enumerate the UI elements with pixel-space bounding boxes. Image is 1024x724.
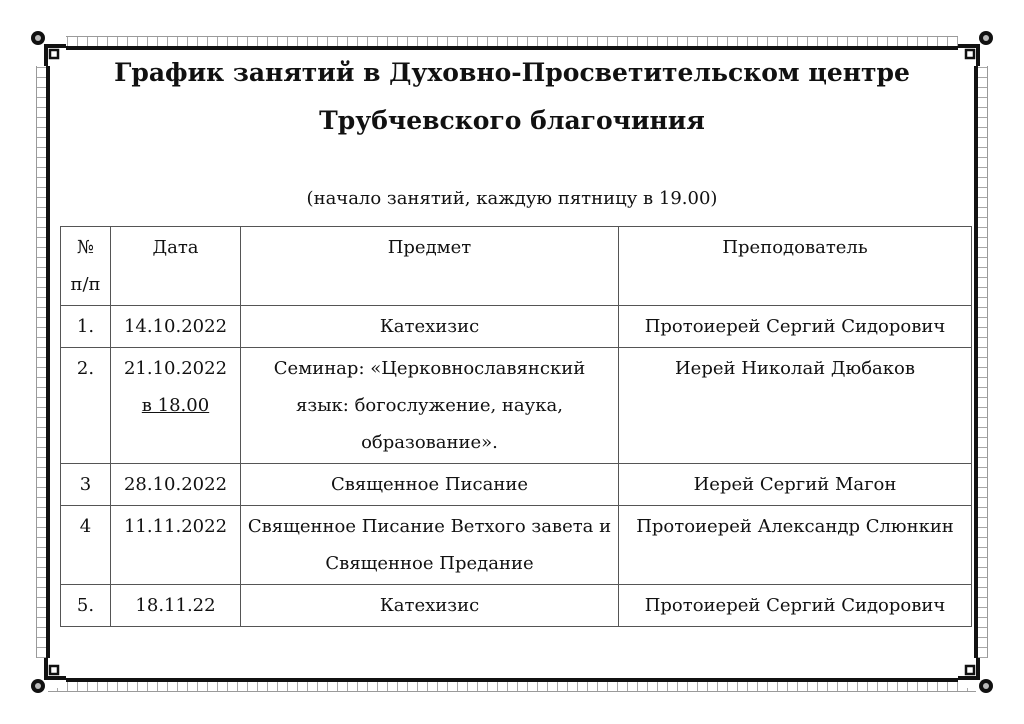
cell-number: 1. <box>61 306 111 348</box>
document-title-line1: График занятий в Духовно-Просветительском центре <box>114 58 910 87</box>
cell-subject: Катехизис <box>241 585 619 627</box>
cell-number: 4 <box>61 506 111 585</box>
document-subtitle: (начало занятий, каждую пятницу в 19.00) <box>306 188 718 209</box>
table-header-row <box>61 227 972 306</box>
table-row <box>61 585 972 627</box>
cell-teacher: Протоиерей Сергий Сидорович <box>619 585 972 627</box>
table-row <box>61 348 972 464</box>
cell-teacher: Протоиерей Сергий Сидорович <box>619 306 972 348</box>
table-row <box>61 306 972 348</box>
schedule-table <box>60 226 972 627</box>
table-row <box>61 464 972 506</box>
header-date: Дата <box>111 227 241 306</box>
cell-date: 11.11.2022 <box>111 506 241 585</box>
table-row <box>61 506 972 585</box>
cell-date-value: 21.10.2022 <box>123 358 228 379</box>
header-number-line1: № <box>76 237 95 258</box>
cell-subject: Священное Писание Ветхого завета и Священное Предание <box>241 506 619 585</box>
cell-teacher: Протоиерей Александр Слюнкин <box>619 506 972 585</box>
cell-number: 3 <box>61 464 111 506</box>
cell-teacher: Иерей Сергий Магон <box>619 464 972 506</box>
cell-subject: Катехизис <box>241 306 619 348</box>
corner-ornament-bottom-left <box>26 658 66 698</box>
cell-date: 14.10.2022 <box>111 306 241 348</box>
cell-date: 28.10.2022 <box>111 464 241 506</box>
cell-date <box>111 348 241 464</box>
cell-subject: Священное Писание <box>241 464 619 506</box>
cell-number: 5. <box>61 585 111 627</box>
cell-teacher: Иерей Николай Дюбаков <box>619 348 972 464</box>
cell-date-time-note: в 18.00 <box>141 395 210 416</box>
cell-number: 2. <box>61 348 111 464</box>
header-number-line2: п/п <box>70 274 101 295</box>
corner-ornament-bottom-right <box>958 658 998 698</box>
cell-date: 18.11.22 <box>111 585 241 627</box>
header-subject: Предмет <box>241 227 619 306</box>
header-teacher: Преподователь <box>619 227 972 306</box>
cell-subject: Семинар: «Церковнославянский язык: богослужение, наука, образование». <box>241 348 619 464</box>
document-title-line2: Трубчевского благочиния <box>319 106 705 135</box>
header-number <box>61 227 111 306</box>
